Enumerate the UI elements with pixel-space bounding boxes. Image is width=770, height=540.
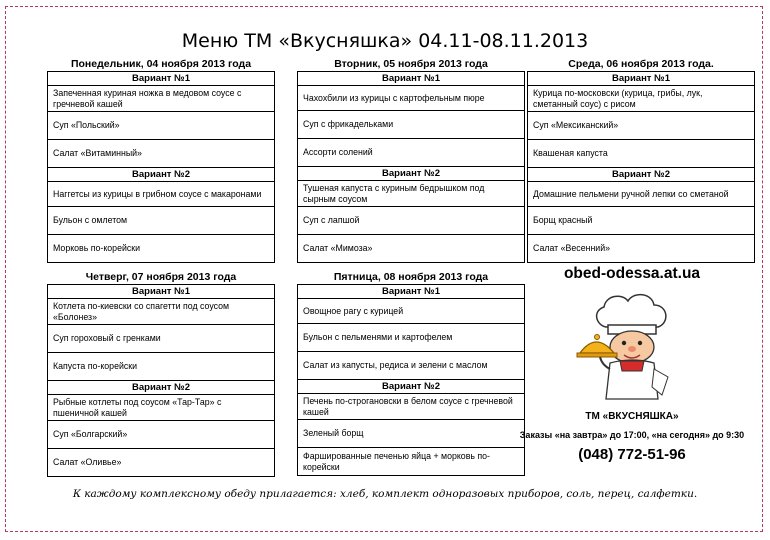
variant-1-label: Вариант №1 xyxy=(48,285,275,299)
variant-2-label: Вариант №2 xyxy=(48,168,275,182)
day-thursday xyxy=(47,271,275,477)
variant-1-label: Вариант №1 xyxy=(528,72,755,86)
brand-block xyxy=(512,265,752,463)
menu-table xyxy=(527,71,755,263)
day-tuesday xyxy=(297,58,525,263)
footer-note: К каждому комплексному обеду прилагается: хлеб, комплект одноразовых приборов, соль, перец, салфетки. xyxy=(72,488,698,500)
dish-main: Наггетсы из курицы в грибном соусе с макаронами xyxy=(48,182,275,207)
day-heading: Четверг, 07 ноября 2013 года xyxy=(85,271,237,283)
variant-2-label: Вариант №2 xyxy=(298,380,525,394)
dish-salad: Салат «Мимоза» xyxy=(298,235,525,263)
day-heading: Пятница, 08 ноября 2013 года xyxy=(333,271,489,283)
day-friday xyxy=(297,271,525,476)
menu-table xyxy=(297,71,525,263)
dish-main: Рыбные котлеты под соусом «Тар-Тар» с пшеничной кашей xyxy=(48,395,275,421)
dish-salad: Ассорти солений xyxy=(298,139,525,167)
variant-2-label: Вариант №2 xyxy=(48,381,275,395)
dish-main: Чахохбили из курицы с картофельным пюре xyxy=(298,86,525,111)
variant-1-label: Вариант №1 xyxy=(48,72,275,86)
variant-1-label: Вариант №1 xyxy=(298,72,525,86)
phone-number[interactable]: (048) 772-51-96 xyxy=(578,446,686,463)
dish-salad: Салат из капусты, редиса и зелени с маслом xyxy=(298,352,525,380)
dish-main: Курица по-московски (курица, грибы, лук, сметанный соус) с рисом xyxy=(528,86,755,112)
dish-salad: Салат «Весенний» xyxy=(528,235,755,263)
variant-2-label: Вариант №2 xyxy=(528,168,755,182)
dish-main: Печень по-строгановски в белом соусе с гречневой кашей xyxy=(298,394,525,420)
dish-salad: Салат «Оливье» xyxy=(48,449,275,477)
dish-soup: Зеленый борщ xyxy=(298,420,525,448)
dish-soup: Борщ красный xyxy=(528,207,755,235)
dish-salad: Морковь по-корейски xyxy=(48,235,275,263)
chef-mascot-icon xyxy=(572,287,692,407)
dish-main: Запеченная куриная ножка в медовом соусе с гречневой кашей xyxy=(48,86,275,112)
dish-soup: Суп «Болгарский» xyxy=(48,421,275,449)
dish-soup: Суп гороховый с гренками xyxy=(48,325,275,353)
variant-2-label: Вариант №2 xyxy=(298,167,525,181)
menu-table xyxy=(47,71,275,263)
day-heading: Понедельник, 04 ноября 2013 года xyxy=(70,58,252,70)
dish-salad: Салат «Витаминный» xyxy=(48,140,275,168)
dish-main: Тушеная капуста с куриным бедрышком под сырным соусом xyxy=(298,181,525,207)
variant-1-label: Вариант №1 xyxy=(298,285,525,299)
day-monday xyxy=(47,58,275,263)
dish-main: Овощное рагу с курицей xyxy=(298,299,525,324)
brand-name: ТМ «ВКУСНЯШКА» xyxy=(585,411,679,422)
orders-info: Заказы «на завтра» до 17:00, «на сегодня» до 9:30 xyxy=(519,430,745,440)
dish-soup: Суп с лапшой xyxy=(298,207,525,235)
menu-table xyxy=(47,284,275,477)
menu-title: Меню ТМ «Вкусняшка» 04.11-08.11.2013 xyxy=(181,30,589,52)
dish-main: Домашние пельмени ручной лепки со сметаной xyxy=(528,182,755,207)
day-wednesday xyxy=(527,58,755,263)
day-heading: Среда, 06 ноября 2013 года. xyxy=(568,58,714,70)
dish-soup: Бульон с пельменями и картофелем xyxy=(298,324,525,352)
day-heading: Вторник, 05 ноября 2013 года xyxy=(334,58,488,70)
dish-soup: Суп «Польский» xyxy=(48,112,275,140)
dish-soup: Суп с фрикадельками xyxy=(298,111,525,139)
menu-table xyxy=(297,284,525,476)
dish-soup: Суп «Мексиканский» xyxy=(528,112,755,140)
dish-soup: Бульон с омлетом xyxy=(48,207,275,235)
dish-main: Котлета по-киевски со спагетти под соусом «Болонез» xyxy=(48,299,275,325)
dish-salad: Квашеная капуста xyxy=(528,140,755,168)
dish-salad: Фаршированные печенью яйца + морковь по-корейски xyxy=(298,448,525,476)
site-url[interactable]: obed-odessa.at.ua xyxy=(563,265,701,282)
dish-salad: Капуста по-корейски xyxy=(48,353,275,381)
